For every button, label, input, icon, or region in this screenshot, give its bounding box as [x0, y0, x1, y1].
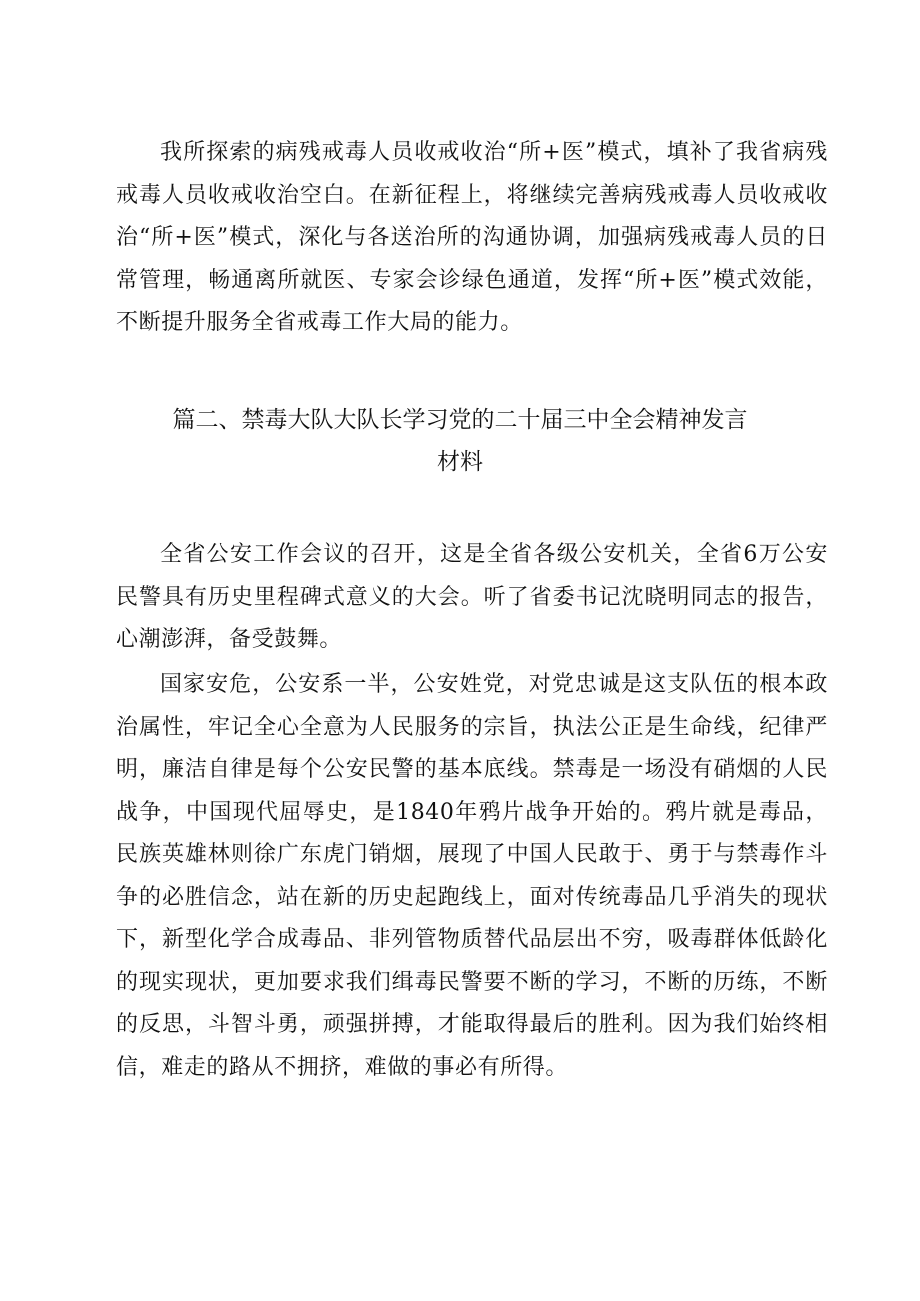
body-paragraph-2: 全省公安工作会议的召开，这是全省各级公安机关，全省6万公安民警具有历史里程碑式意义的大会。听了省委书记沈晓明同志的报告，心潮澎湃，备受鼓舞。 [116, 542, 828, 652]
section-heading-line-1: 篇二、禁毒大队大队长学习党的二十届三中全会精神发言 [172, 407, 748, 433]
body-paragraph-1: 我所探索的病残戒毒人员收戒收治“所+医”模式，填补了我省病残戒毒人员收戒收治空白。在新征程上，将继续完善病残戒毒人员收戒收治“所+医”模式，深化与各送治所的沟通协调，加强病残戒毒人员的日常管理，畅通离所就医、专家会诊绿色通道，发挥“所+医”模式效能，不断提升服务全省戒毒工作大局的能力。 [116, 140, 828, 335]
section-heading-line-2: 材料 [437, 449, 483, 475]
body-paragraph-3: 国家安危，公安系一半，公安姓党，对党忠诚是这支队伍的根本政治属性，牢记全心全意为人民服务的宗旨，执法公正是生命线，纪律严明，廉洁自律是每个公安民警的基本底线。禁毒是一场没有硝烟的人民战争，中国现代屈辱史，是1840年鸦片战争开始的。鸦片就是毒品，民族英雄林则徐广东虎门销烟，展现了中国人民敢于、勇于与禁毒作斗争的必胜信念，站在新的历史起跑线上，面对传统毒品几乎消失的现状下，新型化学合成毒品、非列管物质替代品层出不穷，吸毒群体低龄化的现实现状，更加要求我们缉毒民警要不断的学习，不断的历练，不断的反思，斗智斗勇，顽强拼搏，才能取得最后的胜利。因为我们始终相信，难走的路从不拥挤，难做的事必有所得。 [116, 672, 828, 1080]
